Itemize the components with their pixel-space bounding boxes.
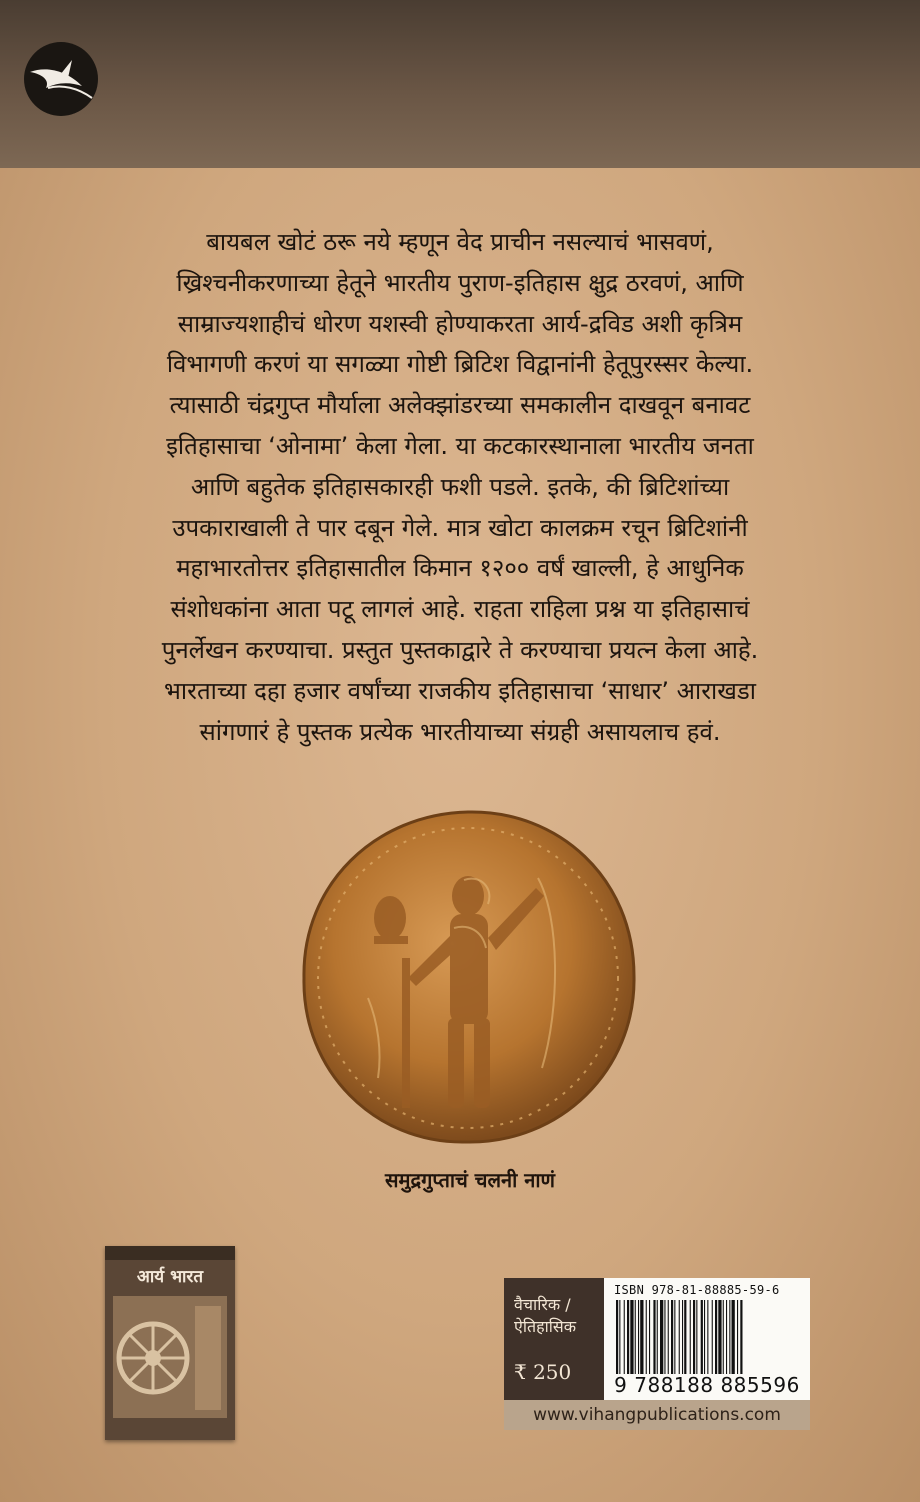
barcode-bar [657,1300,658,1374]
price-label: ₹ 250 [514,1360,572,1384]
barcode-bar [684,1300,686,1374]
mini-cover-title: आर्य भारत [136,1267,204,1287]
barcode-bar [715,1300,717,1374]
barcode-bar [693,1300,695,1374]
blurb-line: ख्रिश्चनीकरणाच्या हेतूने भारतीय पुराण-इतिहास क्षुद्र ठरवणं, आणि [176,268,744,297]
barcode-bar [630,1300,633,1374]
blurb-line: त्यासाठी चंद्रगुप्त मौर्याला अलेक्झांडरच्या समकालीन दाखवून बनावट [169,391,751,420]
website-bar [504,1400,810,1430]
barcode-bar [671,1300,673,1374]
gold-coin-image [298,808,638,1148]
chariot-wheel-icon [113,1296,227,1418]
barcode-bar [616,1300,618,1374]
barcode-bar [682,1300,683,1374]
mini-cover-tagline [105,1246,235,1260]
barcode-bar [707,1300,708,1374]
barcode-bar [624,1300,625,1374]
blurb-text [60,222,860,752]
price-panel [504,1278,604,1400]
coin-caption: समुद्रगुप्ताचं चलनी नाणं [384,1168,555,1192]
blurb-line: महाभारतोत्तर इतिहासातील किमान १२०० वर्षं खाल्ली, हे आधुनिक [176,554,744,583]
top-band [0,0,920,168]
barcode-digits: 9 788188 885596 [614,1373,800,1397]
barcode-bar [723,1300,724,1374]
genre-line: ऐतिहासिक [514,1317,577,1336]
isbn-label: ISBN 978-81-88885-59-6 [614,1283,780,1297]
barcode-bar [701,1300,703,1374]
publisher-bird-logo-icon [22,40,100,118]
barcode-bar [726,1300,727,1374]
barcode-bar [712,1300,713,1374]
barcode-bar [664,1300,665,1374]
barcode-bar [690,1300,691,1374]
barcode-bar [740,1300,742,1374]
barcode-image [612,1300,802,1374]
blurb-line: उपकाराखाली ते पार दबून गेले. मात्र खोटा कालक्रम रचून ब्रिटिशांनी [172,513,748,542]
barcode-bar [619,1300,620,1374]
barcode-bar [718,1300,721,1374]
genre-line: वैचारिक / [514,1295,571,1314]
blurb-line: विभागणी करणं या सगळ्या गोष्टी ब्रिटिश विद्वानांनी हेतूपुरस्सर केल्या. [166,350,754,379]
barcode-bar [640,1300,643,1374]
barcode-bar [674,1300,675,1374]
barcode-bar [704,1300,705,1374]
blurb-line: सांगणारं हे पुस्तक प्रत्येक भारतीयाच्या संग्रही असायलाच हवं. [199,717,721,746]
website-link[interactable]: www.vihangpublications.com [533,1405,781,1425]
barcode-bar [635,1300,636,1374]
blurb-line: भारताच्या दहा हजार वर्षांच्या राजकीय इतिहासाचा ‘साधार’ आराखडा [164,676,756,705]
blurb-line: पुनर्लेखन करण्याचा. प्रस्तुत पुस्तकाद्वारे ते करण्याचा प्रयत्न केला आहे. [161,635,759,664]
blurb-line: बायबल खोटं ठरू नये म्हणून वेद प्राचीन नसल्याचं भासवणं, [206,228,714,256]
barcode-bar [737,1300,738,1374]
barcode-bar [660,1300,663,1374]
barcode-panel [604,1278,810,1400]
barcode-bar [627,1300,629,1374]
barcode-bar [732,1300,735,1374]
barcode-bar [638,1300,639,1374]
blurb-line: साम्राज्यशाहीचं धोरण यशस्वी होण्याकरता आर्य-द्रविड अशी कृत्रिम [177,309,743,338]
barcode-bar [679,1300,680,1374]
barcode-bar [696,1300,697,1374]
barcode-bar [653,1300,655,1374]
blurb-line: संशोधकांना आता पटू लागलं आहे. राहता राहिला प्रश्न या इतिहासाचं [170,595,750,624]
barcode-bar [649,1300,650,1374]
genre-label [514,1294,576,1338]
blurb-line: इतिहासाचा ‘ओनामा’ केला गेला. या कटकारस्थानाला भारतीय जनता [166,431,754,460]
barcode-bar [646,1300,647,1374]
barcode-bar [729,1300,730,1374]
blurb-line: आणि बहुतेक इतिहासकारही फशी पडले. इतके, की ब्रिटिशांच्या [190,472,730,501]
mini-book-cover [105,1246,235,1440]
barcode-bar [668,1300,669,1374]
